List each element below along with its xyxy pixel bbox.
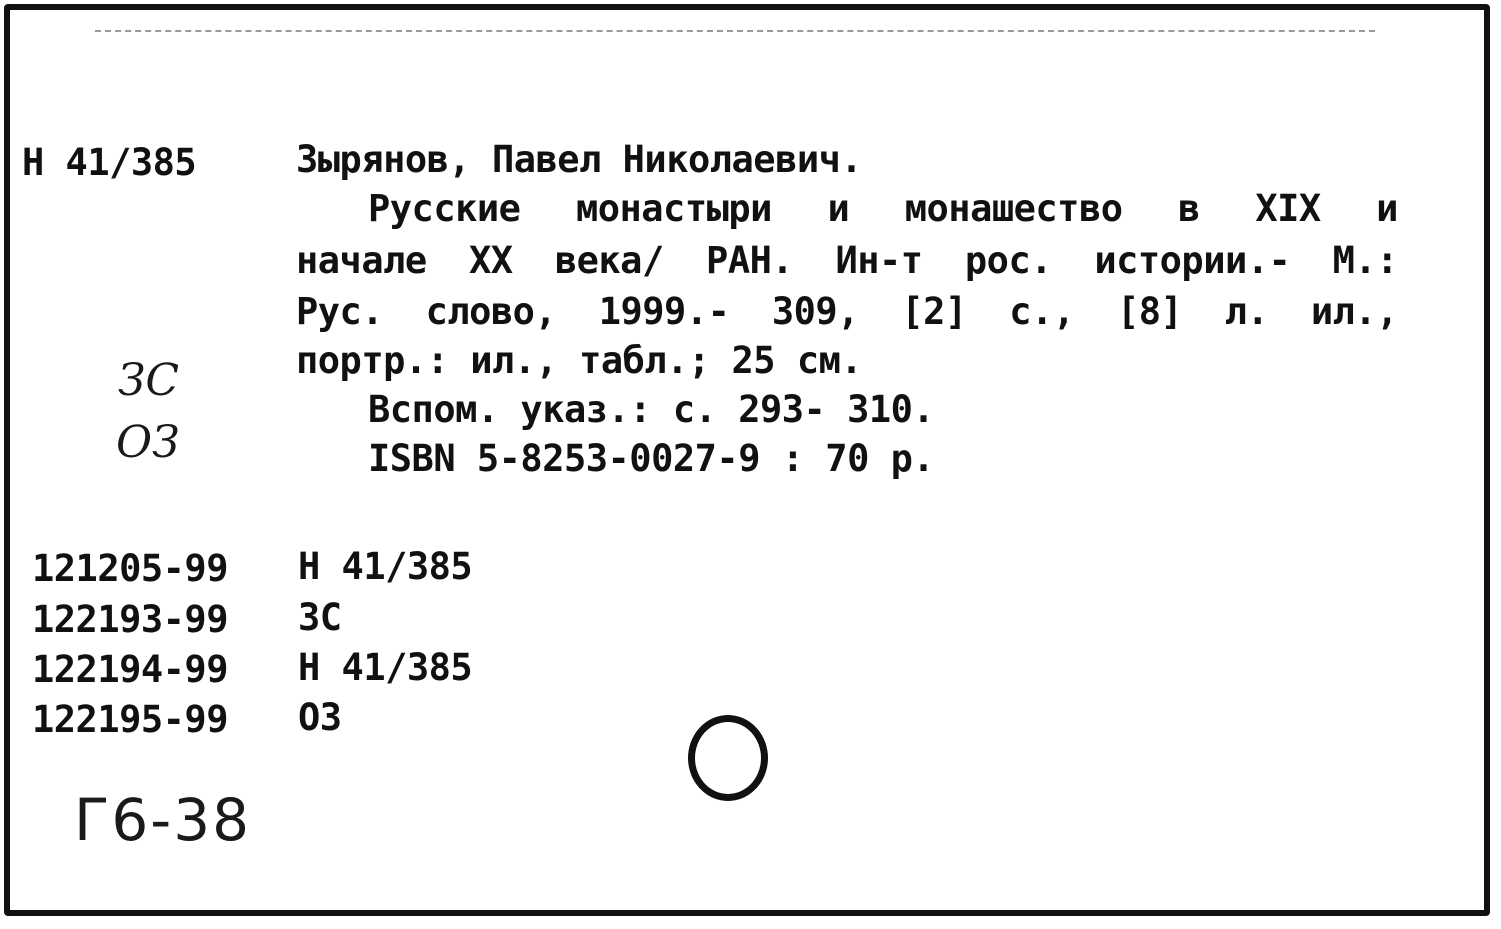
title-line-4: портр.: ил., табл.; 25 см.: [296, 339, 863, 382]
title-word: монастыри: [575, 187, 772, 230]
title-word: века/: [554, 239, 664, 282]
title-word: начале: [296, 239, 427, 282]
accession-location: Н 41/385: [298, 646, 473, 689]
handwritten-code-2: ОЗ: [116, 417, 180, 468]
title-word: л.: [1224, 290, 1269, 333]
accession-number: 121205-99: [32, 547, 228, 590]
title-word: истории.-: [1094, 239, 1291, 282]
index-note: Вспом. указ.: с. 293- 310.: [368, 388, 935, 431]
card-punch-hole: [688, 715, 768, 801]
title-word: 1999.-: [598, 290, 730, 333]
title-word: [8]: [1117, 290, 1183, 333]
title-line-1: [368, 184, 1398, 234]
accession-location: Н 41/385: [298, 545, 473, 588]
title-word: XX: [468, 239, 513, 282]
author-line: Зырянов, Павел Николаевич.: [296, 138, 863, 181]
title-line-3: [296, 287, 1398, 337]
accession-location: ОЗ: [298, 696, 342, 739]
title-word: рос.: [964, 239, 1052, 282]
title-line-2: [296, 236, 1398, 286]
title-word: РАН.: [706, 239, 794, 282]
call-number: Н 41/385: [22, 141, 197, 184]
title-word: XIX: [1255, 187, 1321, 230]
accession-number: 122194-99: [32, 648, 228, 691]
title-word: и: [1376, 187, 1398, 230]
title-word: [2]: [901, 290, 967, 333]
title-word: Ин-т: [835, 239, 923, 282]
accession-number: 122195-99: [32, 698, 228, 741]
title-word: монашество: [904, 187, 1123, 230]
isbn-price: ISBN 5-8253-0027-9 : 70 р.: [368, 437, 935, 480]
title-word: ил.,: [1310, 290, 1398, 333]
title-word: в: [1178, 187, 1200, 230]
title-word: Русские: [368, 187, 521, 230]
title-word: М.:: [1332, 239, 1398, 282]
accession-number: 122193-99: [32, 598, 228, 641]
top-dashed-line: [95, 30, 1375, 32]
title-word: и: [827, 187, 850, 230]
title-word: 309,: [771, 290, 859, 333]
title-word: с.,: [1009, 290, 1075, 333]
title-word: слово,: [425, 290, 557, 333]
title-word: Рус.: [296, 290, 384, 333]
handwritten-bottom-code: Г6-38: [74, 786, 252, 854]
accession-location: ЗС: [298, 596, 342, 639]
handwritten-code-1: ЗС: [118, 355, 180, 406]
